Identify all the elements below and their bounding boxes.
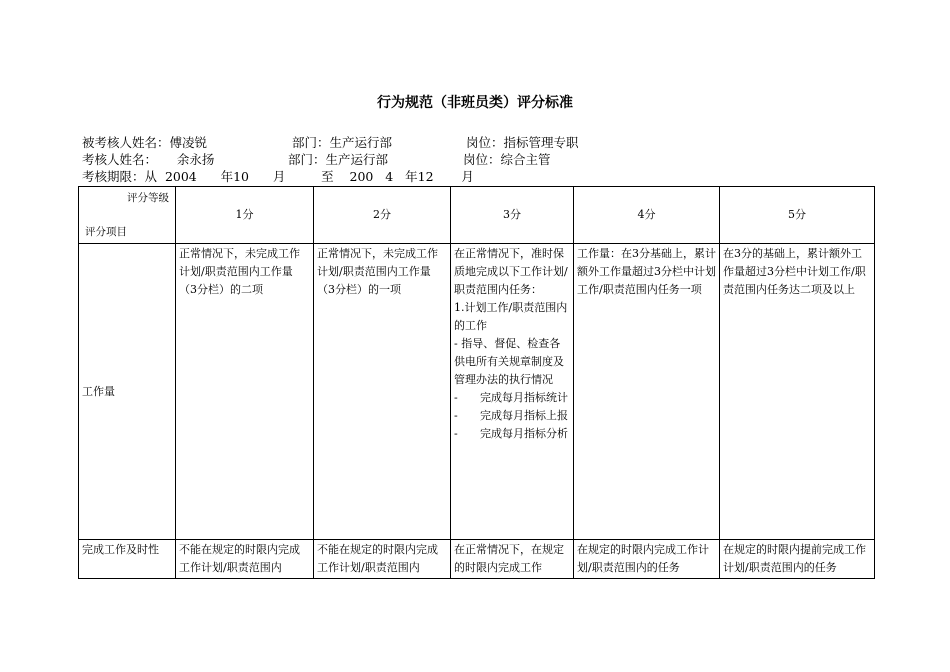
assessee-dept: 部门：生产运行部 [292, 135, 393, 150]
workload-3-sub-3: 完成每月指标分析 [480, 427, 568, 440]
score-4-header: 4分 [574, 187, 720, 244]
cell-text: 在规定的时限内提前完成工作计划/职责范围内的任务 [723, 543, 866, 574]
cell-text: 在正常情况下，在规定的时限内完成工作 [454, 543, 564, 574]
cell-text: 不能在规定的时限内完成工作计划/职责范围内 [179, 543, 300, 574]
workload-score-4: 工作量：在3分基础上，累计额外工作量超过3分栏中计划工作/职责范围内任务一项 [574, 244, 720, 540]
workload-score-1: 正常情况下，未完成工作计划/职责范围内工作量（3分栏）的二项 [176, 244, 314, 540]
header-corner [79, 187, 176, 244]
list-item [454, 425, 570, 443]
list-item [454, 389, 570, 407]
table-row [79, 540, 875, 579]
assessee-name: 被考核人姓名：傅凌锐 [82, 135, 208, 150]
workload-3-intro: 在正常情况下，准时保质地完成以下工作计划/职责范围内任务： [454, 247, 568, 296]
workload-3-item-2: - 指导、督促、检查各供电所有关规章制度及管理办法的执行情况 [454, 337, 564, 386]
timeliness-score-3 [451, 540, 574, 579]
assessor-name: 考核人姓名： 余永扬 [82, 152, 215, 167]
header-row [79, 187, 875, 244]
dash-marker: - [454, 409, 458, 422]
score-2-header: 2分 [314, 187, 451, 244]
workload-3-item-1: 1.计划工作/职责范围内的工作 [454, 301, 568, 332]
workload-score-3 [451, 244, 574, 540]
dash-marker: - [454, 427, 458, 440]
workload-score-5: 在3分的基础上，累计额外工作量超过3分栏中计划工作/职责范围内任务达二项及以上 [720, 244, 875, 540]
page-title: 行为规范（非班员类）评分标准 [377, 95, 573, 111]
score-1-header: 1分 [176, 187, 314, 244]
assessment-period: 考核期限：从 2004 年10 月 至 200 4 年12 月 [82, 169, 474, 184]
workload-3-sub-1: 完成每月指标统计 [480, 391, 568, 404]
scoring-table [78, 186, 875, 579]
timeliness-score-1 [176, 540, 314, 579]
workload-score-2: 正常情况下，未完成工作计划/职责范围内工作量（3分栏）的一项 [314, 244, 451, 540]
header-item-label: 评分项目 [85, 226, 127, 238]
assessor-dept: 部门：生产运行部 [288, 152, 389, 167]
timeliness-score-4 [574, 540, 720, 579]
table-row [79, 244, 875, 540]
timeliness-score-5 [720, 540, 875, 579]
row-name-workload: 工作量 [79, 244, 176, 540]
row-name-timeliness: 完成工作及时性 [79, 540, 176, 579]
timeliness-score-2 [314, 540, 451, 579]
score-5-header: 5分 [720, 187, 875, 244]
cell-text: 不能在规定的时限内完成工作计划/职责范围内 [317, 543, 438, 574]
header-grade-label: 评分等级 [127, 192, 169, 204]
workload-3-sub-2: 完成每月指标上报 [480, 409, 568, 422]
assessor-post: 岗位：综合主管 [463, 152, 551, 167]
assessee-post: 岗位：指标管理专职 [466, 135, 579, 150]
dash-marker: - [454, 391, 458, 404]
score-3-header: 3分 [451, 187, 574, 244]
cell-text: 在规定的时限内完成工作计划/职责范围内的任务 [577, 543, 709, 574]
list-item [454, 407, 570, 425]
